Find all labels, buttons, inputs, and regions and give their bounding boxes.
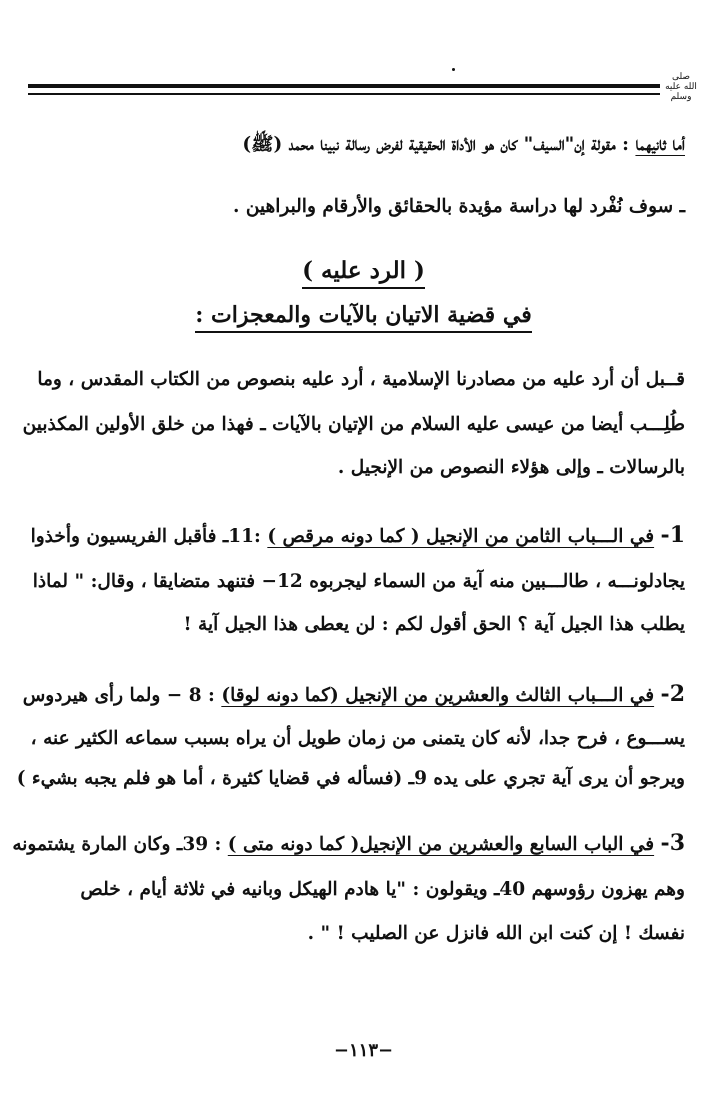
item-1-line-3: يطلب هذا الجيل آية ؟ الحق أقول لكم : لن يعطى هذا الجيل آية ! (183, 614, 685, 635)
item-3-line-2: وهم يهزون رؤوسهم 40ـ ويقولون : "يا هادم الهيكل وبانيه في ثلاثة أيام ، خلص (80, 879, 685, 900)
item-3-line-1-rest: : 39ـ وكان المارة يشتمونه (12, 834, 228, 855)
item-2-line-3: ويرجو أن يرى آية تجري على يده 9ـ (فسأله في قضايا كثيرة ، أما هو فلم يجبه بشيء ) (16, 768, 685, 789)
reply-heading-text: ( الرد عليه ) (302, 257, 425, 289)
item-3-line-3: نفسك ! إن كنت ابن الله فانزل عن الصليب ! " . (307, 923, 685, 944)
item-1-reference: في الـــباب الثامن من الإنجيل ( كما دونه مرقص ) (267, 526, 655, 547)
item-2-reference: في الـــباب الثالث والعشرين من الإنجيل (كما دونه لوقا) (221, 685, 655, 706)
intro-line-2: ـ سوف نُفْرد لها دراسة مؤيدة بالحقائق والأرقام والبراهين . (232, 196, 685, 217)
item-3-line-1 (12, 829, 685, 859)
intro-line-1-text: : مقولة إن"السيف" كان هو الأداة الحقيقية لفرض رسالة نبينا محمد (ﷺ) (242, 134, 636, 155)
item-1-number: 1- (660, 522, 685, 548)
item-2-line-1-rest: : 8 − ولما رأى هيردوس (22, 685, 222, 706)
paragraph-line-1: قــبل أن أرد عليه من مصادرنا الإسلامية ، أرد عليه بنصوص من الكتاب المقدس ، وما (37, 369, 685, 390)
header-dot (452, 68, 455, 71)
intro-line-1 (56, 131, 685, 159)
page-number: −١١٣− (333, 1040, 394, 1061)
reply-heading (0, 256, 727, 286)
item-2-number: 2- (660, 681, 685, 707)
salawat-seal-icon (664, 70, 698, 104)
header-rule-thick (28, 84, 660, 88)
topic-heading-text: في قضية الاتيان بالآيات والمعجزات : (195, 302, 531, 333)
item-3-reference: في الباب السابع والعشرين من الإنجيل( كما دونه متى ) (227, 834, 655, 855)
item-1-line-1 (30, 521, 685, 551)
intro-label: أما ثانيهما (635, 134, 685, 155)
seal-text: صلى الله عليه وسلم (665, 72, 697, 102)
topic-heading (0, 300, 727, 330)
header-rule-thin (28, 93, 660, 95)
item-1-line-1-rest: :11ـ فأقبل الفريسيون وأخذوا (30, 526, 268, 547)
paragraph-line-3: بالرسالات ـ وإلى هؤلاء النصوص من الإنجيل . (337, 457, 685, 478)
item-2-line-1 (22, 680, 685, 710)
item-3-number: 3- (660, 830, 685, 856)
item-2-line-2: يســـوع ، فرح جدا، لأنه كان يتمنى من زمان طويل أن يراه بسبب سماعه الكثير عنه ، (30, 728, 685, 749)
paragraph-line-2: طُلِـــب أيضا من عيسى عليه السلام من الإتيان بالآيات ـ فهذا من خلق الأولين المكذبين (22, 414, 685, 435)
item-1-line-2: يجادلونـــه ، طالـــبين منه آية من السماء ليجربوه 12− فتنهد متضايقا ، وقال: " لماذا (32, 571, 685, 592)
